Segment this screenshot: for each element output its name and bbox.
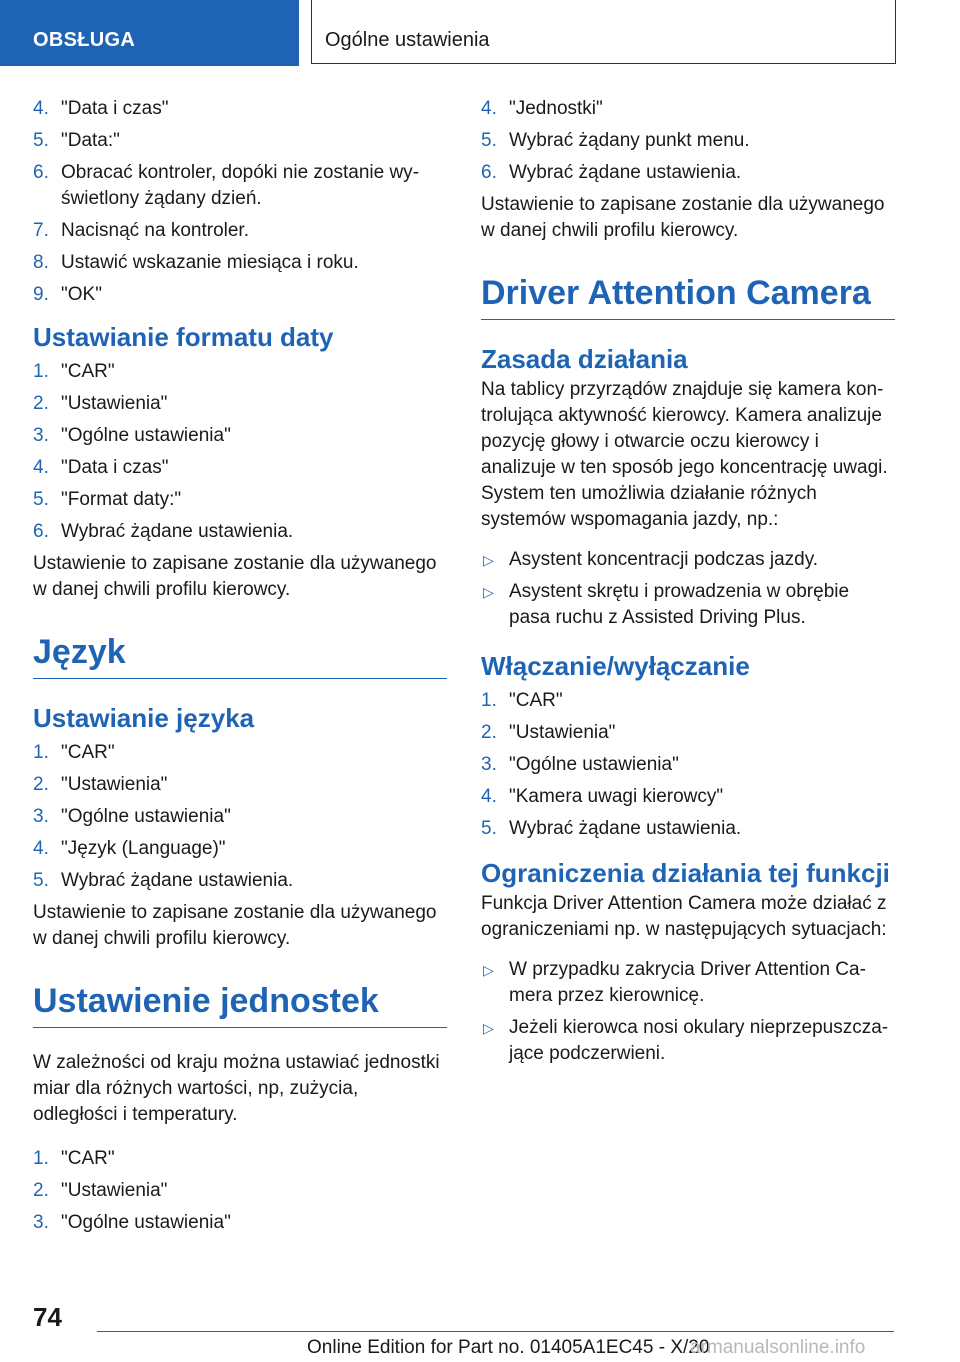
left-column: [33, 96, 447, 1242]
list-item: [481, 957, 895, 1009]
step-number: 2.: [33, 774, 49, 795]
onoff-heading: Włączanie/wyłączanie: [481, 651, 750, 681]
bullet-text: Jeżeli kierowca nosi okulary nieprzepuszczające podczerwieni.: [509, 1017, 889, 1064]
step-text: "Jednostki": [509, 98, 603, 119]
section-tab-label: OBSŁUGA: [33, 29, 136, 51]
list-item: [33, 487, 447, 513]
step-text: "Ustawienia": [61, 1180, 168, 1201]
step-text: "CAR": [61, 361, 115, 382]
list-item: [481, 96, 895, 122]
step-number: 4.: [33, 457, 49, 478]
units-section-title: Ustawienie jednostek: [33, 982, 447, 1028]
step-number: 6.: [33, 521, 49, 542]
step-number: 6.: [481, 162, 497, 183]
step-number: 1.: [33, 1148, 49, 1169]
step-number: 3.: [33, 1212, 49, 1233]
step-text: Wybrać żądane ustawienia.: [61, 521, 294, 542]
triangle-bullet-icon: ▷: [483, 552, 494, 568]
date-steps-list: [33, 96, 447, 308]
step-number: 5.: [33, 489, 49, 510]
language-section-title: Język: [33, 633, 447, 679]
step-text: Obracać kontroler, dopóki nie zostanie wyświetlony żądany dzień.: [61, 162, 420, 209]
section-tab: [0, 0, 299, 66]
step-text: "Data:": [61, 130, 120, 151]
chapter-title: Ogólne ustawienia: [325, 29, 490, 51]
step-text: "Format daty:": [61, 489, 182, 510]
list-item: [33, 423, 447, 449]
units-steps-continued-list: [481, 96, 895, 186]
principle-bullets-list: [481, 547, 895, 631]
list-item: [33, 218, 447, 244]
step-number: 6.: [33, 162, 49, 183]
date-format-steps-list: [33, 359, 447, 545]
units-note: Ustawienie to zapisane zostanie dla używanego w danej chwili profilu kierowcy.: [481, 194, 885, 241]
step-text: "Ustawienia": [61, 393, 168, 414]
list-item: [33, 772, 447, 798]
step-text: "CAR": [509, 690, 563, 711]
list-item: [481, 816, 895, 842]
list-item: [481, 752, 895, 778]
step-text: Wybrać żądane ustawienia.: [61, 870, 294, 891]
step-text: Ustawić wskazanie miesiąca i roku.: [61, 252, 359, 273]
list-item: [33, 391, 447, 417]
list-item: [481, 784, 895, 810]
step-text: "Ogólne ustawienia": [61, 806, 231, 827]
step-number: 1.: [33, 361, 49, 382]
step-text: "OK": [61, 284, 102, 305]
list-item: [33, 1210, 447, 1236]
step-number: 3.: [33, 806, 49, 827]
step-text: Nacisnąć na kontroler.: [61, 220, 249, 241]
list-item: [33, 1178, 447, 1204]
limits-heading: Ograniczenia działania tej funkcji: [481, 858, 890, 888]
camera-section-title: Driver Attention Camera: [481, 274, 895, 320]
units-intro: W zależności od kraju można ustawiać jednostki miar dla różnych wartości, np, zużycia, odległości i temperatury.: [33, 1052, 440, 1125]
language-heading: Ustawianie języka: [33, 703, 255, 733]
list-item: [33, 1146, 447, 1172]
list-item: [481, 720, 895, 746]
date-format-heading: Ustawianie formatu daty: [33, 322, 334, 352]
step-number: 5.: [481, 130, 497, 151]
list-item: [481, 688, 895, 714]
step-text: "Ogólne ustawienia": [61, 425, 231, 446]
step-text: "Data i czas": [61, 98, 169, 119]
watermark: armanualsonline.info: [690, 1337, 866, 1358]
list-item: [33, 804, 447, 830]
bullet-text: Asystent skrętu i prowadzenia w obrębie pasa ruchu z Assisted Driving Plus.: [509, 581, 850, 628]
step-text: Wybrać żądany punkt menu.: [509, 130, 750, 151]
list-item: [481, 128, 895, 154]
step-number: 5.: [481, 818, 497, 839]
step-number: 4.: [33, 838, 49, 859]
list-item: [33, 740, 447, 766]
list-item: [33, 250, 447, 276]
step-text: "CAR": [61, 742, 115, 763]
list-item: [33, 519, 447, 545]
footer-divider: [97, 1331, 894, 1332]
step-number: 2.: [33, 393, 49, 414]
onoff-steps-list: [481, 688, 895, 842]
list-item: [481, 547, 895, 573]
chapter-header: [311, 0, 896, 64]
step-number: 4.: [33, 98, 49, 119]
step-text: "Data i czas": [61, 457, 169, 478]
list-item: [33, 282, 447, 308]
step-number: 3.: [481, 754, 497, 775]
step-number: 5.: [33, 130, 49, 151]
step-number: 7.: [33, 220, 49, 241]
language-note: Ustawienie to zapisane zostanie dla używanego w danej chwili profilu kierowcy.: [33, 902, 437, 949]
list-item: [33, 836, 447, 862]
triangle-bullet-icon: ▷: [483, 584, 494, 600]
step-number: 1.: [481, 690, 497, 711]
date-format-note: Ustawienie to zapisane zostanie dla używanego w danej chwili profilu kierowcy.: [33, 553, 437, 600]
edition-text: Online Edition for Part no. 01405A1EC45 - X/20: [307, 1337, 710, 1358]
step-text: Wybrać żądane ustawienia.: [509, 818, 742, 839]
language-steps-list: [33, 740, 447, 894]
triangle-bullet-icon: ▷: [483, 1020, 494, 1036]
list-item: [33, 128, 447, 154]
step-text: Wybrać żądane ustawienia.: [509, 162, 742, 183]
step-number: 9.: [33, 284, 49, 305]
list-item: [33, 160, 447, 212]
step-number: 4.: [481, 786, 497, 807]
step-number: 5.: [33, 870, 49, 891]
step-number: 4.: [481, 98, 497, 119]
triangle-bullet-icon: ▷: [483, 962, 494, 978]
step-text: "Kamera uwagi kierowcy": [509, 786, 724, 807]
step-number: 8.: [33, 252, 49, 273]
right-column: [481, 96, 895, 1073]
step-text: "CAR": [61, 1148, 115, 1169]
principle-heading: Zasada działania: [481, 344, 688, 374]
list-item: [33, 868, 447, 894]
limits-bullets-list: [481, 957, 895, 1067]
bullet-text: Asystent koncentracji podczas jazdy.: [509, 549, 819, 570]
page-number: 74: [33, 1302, 62, 1332]
list-item: [33, 455, 447, 481]
step-text: "Język (Language)": [61, 838, 226, 859]
step-number: 2.: [481, 722, 497, 743]
list-item: [481, 579, 895, 631]
bullet-text: W przypadku zakrycia Driver Attention Camera przez kierownicę.: [509, 959, 866, 1006]
list-item: [481, 160, 895, 186]
limits-text: Funkcja Driver Attention Camera może działać z ograniczeniami np. w następujących sytuacjach:: [481, 893, 887, 940]
step-number: 3.: [33, 425, 49, 446]
principle-text: Na tablicy przyrządów znajduje się kamera kontrolująca aktywność kierowcy. Kamera analizuje pozycję głowy i otwarcie oczu kierowcy i analizuje w ten sposób jego koncentrację uwagi. System ten umożliwia działanie różnych systemów wspomagania jazdy, np.:: [481, 379, 888, 530]
units-steps-list: [33, 1146, 447, 1236]
step-text: "Ogólne ustawienia": [509, 754, 679, 775]
step-number: 2.: [33, 1180, 49, 1201]
step-text: "Ustawienia": [61, 774, 168, 795]
list-item: [33, 359, 447, 385]
step-number: 1.: [33, 742, 49, 763]
list-item: [481, 1015, 895, 1067]
list-item: [33, 96, 447, 122]
step-text: "Ustawienia": [509, 722, 616, 743]
step-text: "Ogólne ustawienia": [61, 1212, 231, 1233]
